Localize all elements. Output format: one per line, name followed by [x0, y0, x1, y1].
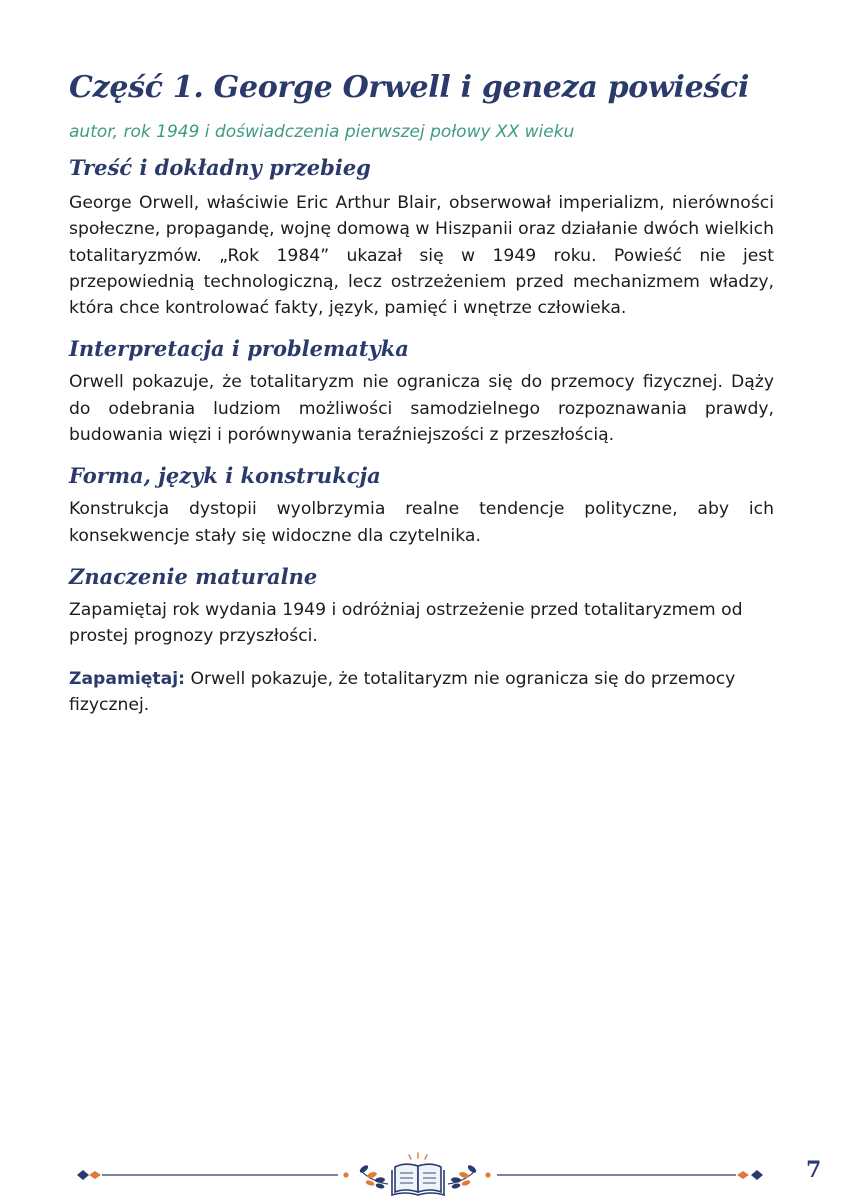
section-heading-interpretacja: Interpretacja i problematyka — [69, 336, 409, 362]
open-book-icon — [392, 1153, 444, 1195]
footer-ornament — [0, 1140, 850, 1202]
section-text-tresc: George Orwell, właściwie Eric Arthur Blair, obserwował imperializm, nierówności społeczne, propagandę, wojnę domową w Hiszpanii oraz działanie dwóch wielkich totalitaryzmów. „Rok 1984” ukazał się w 1949 roku. Powieść nie jest przepowiednią technologiczną, lecz ostrzeżeniem przed mechanizmem władzy, która chce kontrolować fakty, język, pamięć i wnętrze człowieka. — [69, 193, 774, 319]
section-heading-tresc: Treść i dokładny przebieg — [69, 155, 371, 180]
section-text-forma: Konstrukcja dystopii wyolbrzymia realne tendencje polityczne, aby ich konsekwencje stały się widoczne dla czytelnika. — [69, 499, 774, 546]
right-laurel-icon — [448, 1164, 478, 1190]
section-text-interpretacja: Orwell pokazuje, że totalitaryzm nie ogranicza się do przemocy fizycznej. Dąży do odebrania ludziom możliwości samodzielnego rozpoznawania prawdy, budowania więzi i porównywania teraźniejszości z przeszłością. — [69, 372, 774, 446]
page-number: 7 — [806, 1157, 822, 1183]
left-diamond-icon — [77, 1170, 101, 1180]
right-diamond-icon — [737, 1170, 763, 1180]
page-content — [69, 66, 774, 718]
remember-note-label: Zapamiętaj: — [69, 668, 185, 689]
page-title: Część 1. George Orwell i geneza powieści — [69, 70, 750, 105]
right-dot-icon — [485, 1172, 490, 1177]
section-heading-znaczenie: Znaczenie maturalne — [69, 563, 318, 589]
section-heading-forma: Forma, język i konstrukcja — [69, 463, 381, 489]
remember-note-text: Orwell pokazuje, że totalitaryzm nie ogranicza się do przemocy fizycznej. — [69, 668, 736, 715]
remember-note — [69, 666, 774, 719]
left-dot-icon — [343, 1172, 348, 1177]
section-text-znaczenie: Zapamiętaj rok wydania 1949 i odróżniaj ostrzeżenie przed totalitaryzmem od prostej prognozy przyszłości. — [69, 599, 743, 647]
left-laurel-icon — [358, 1164, 388, 1190]
page-subtitle: autor, rok 1949 i doświadczenia pierwszej połowy XX wieku — [69, 122, 575, 142]
